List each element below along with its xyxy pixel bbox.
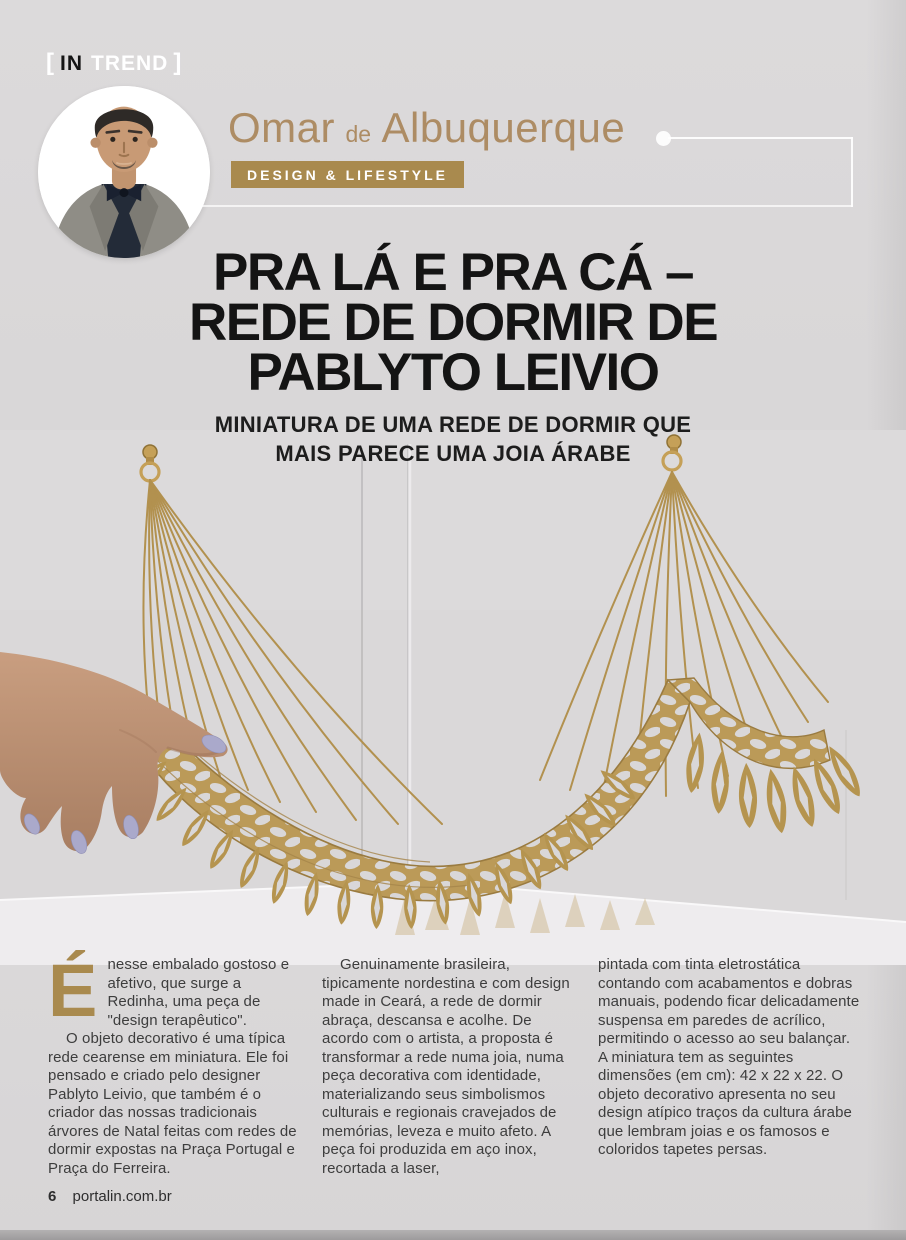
page-bottom-edge bbox=[0, 1230, 906, 1240]
logo-bracket-close: ] bbox=[173, 49, 183, 76]
col1-paragraph-2: O objeto decorativo é uma típica rede cearense em miniatura. Ele foi pensado e criado pelo designer Pablyto Leivio, que também é o criador das nossas tradicionais árvores de Natal feitas com redes de dormir expostas na Praça Portugal e Praça do Ferreira. bbox=[48, 1030, 297, 1177]
author-first-name: Omar bbox=[228, 104, 335, 151]
headline-line1: PRA LÁ E PRA CÁ – bbox=[212, 243, 694, 302]
hammock-photo bbox=[0, 430, 906, 965]
section-badge: DESIGN & LIFESTYLE bbox=[231, 161, 464, 188]
design-line-top bbox=[668, 137, 853, 139]
col3-paragraph-1: pintada com tinta eletrostática contando com acabamentos e dobras manuais, podendo ficar delicadamente suspensa em paredes de acrílico, permitindo o acesso ao seu balançar. A miniatura tem as seguintes dimensões (em cm): 42 x 22 x 22. O objeto decorativo apresenta no seu design atípico traços da cultura árabe que lembram joias e os famosos e coloridos tapetes persas. bbox=[598, 956, 860, 1158]
article-column-2 bbox=[322, 956, 578, 1178]
article-column-3 bbox=[598, 956, 860, 1160]
dropcap: É bbox=[48, 949, 98, 1032]
col2-paragraph-1: Genuinamente brasileira, tipicamente nordestina e com design made in Ceará, a rede de dormir abraça, descansa e acolhe. De acordo com o artista, a proposta é transformar a rede numa joia, numa peça decorativa com identidade, materializando seus simbolismos culturais e regionais cravejados de memórias, leveza e muito afeto. A peça foi produzida em aço inox, recortada a laser, bbox=[322, 956, 570, 1177]
design-line-bottom bbox=[196, 205, 853, 207]
author-portrait-image bbox=[38, 86, 210, 258]
logo-in-text: IN bbox=[60, 52, 83, 75]
col1-paragraph-1: nesse embalado gostoso e afetivo, que surge a Redinha, uma peça de "design terapêutico". bbox=[107, 956, 290, 1029]
logo-trend-text: TREND bbox=[91, 52, 169, 75]
design-line-vertical bbox=[851, 137, 853, 207]
page-footer bbox=[48, 1188, 172, 1205]
subhead-line1: MINIATURA DE UMA REDE DE DORMIR QUE bbox=[214, 412, 692, 437]
author-last-name: Albuquerque bbox=[381, 104, 626, 151]
in-trend-logo bbox=[46, 50, 182, 78]
headline-line2: REDE DE DORMIR DE bbox=[188, 293, 718, 352]
page-number: 6 bbox=[48, 1188, 57, 1205]
author-name bbox=[228, 104, 625, 152]
site-url: portalin.com.br bbox=[72, 1188, 172, 1205]
article-subhead bbox=[80, 410, 826, 468]
article-headline bbox=[80, 243, 826, 402]
subhead-line2: MAIS PARECE UMA JOIA ÁRABE bbox=[275, 441, 631, 466]
author-particle: de bbox=[345, 121, 372, 147]
headline-line3: PABLYTO LEIVIO bbox=[247, 343, 659, 402]
logo-bracket-open: [ bbox=[46, 49, 55, 76]
article-column-1 bbox=[48, 949, 304, 1178]
author-avatar bbox=[38, 86, 210, 258]
